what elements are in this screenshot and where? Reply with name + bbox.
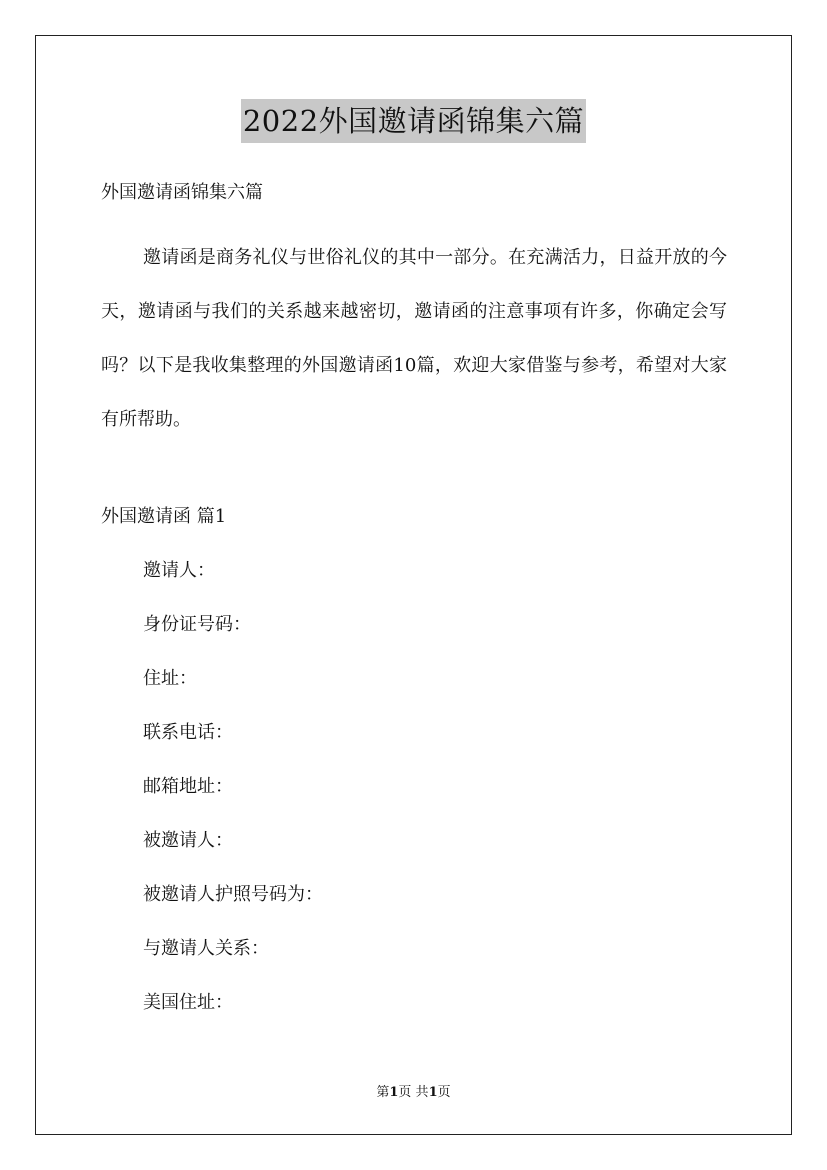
field-phone: 联系电话： [143, 722, 233, 743]
footer-page-total: 1 [428, 1085, 438, 1100]
field-address: 住址： [143, 668, 197, 689]
field-list [143, 556, 323, 1042]
field-inviter: 邀请人： [143, 560, 215, 581]
field-id-number: 身份证号码： [143, 614, 251, 635]
field-passport: 被邀请人护照号码为： [143, 884, 323, 905]
footer-suffix: 页 [437, 1085, 451, 1100]
field-us-address: 美国住址： [143, 992, 233, 1013]
intro-paragraph: 邀请函是商务礼仪与世俗礼仪的其中一部分。在充满活力，日益开放的今天，邀请函与我们的关系越来越密切，邀请函的注意事项有许多，你确定会写吗？以下是我收集整理的外国邀请函10篇，欢迎大家借鉴与参考，希望对大家有所帮助。 [101, 247, 727, 430]
section-heading: 外国邀请函 篇1 [101, 506, 227, 527]
footer-page-number: 1 [389, 1085, 399, 1100]
field-invitee: 被邀请人： [143, 830, 233, 851]
page-footer [0, 1083, 827, 1103]
title-container [0, 99, 827, 143]
footer-prefix: 第 [376, 1085, 390, 1100]
document-subtitle: 外国邀请函锦集六篇 [101, 182, 263, 203]
field-relationship: 与邀请人关系： [143, 938, 269, 959]
field-email: 邮箱地址： [143, 776, 233, 797]
footer-mid: 页 共 [398, 1085, 429, 1100]
document-title: 2022外国邀请函锦集六篇 [241, 99, 586, 143]
